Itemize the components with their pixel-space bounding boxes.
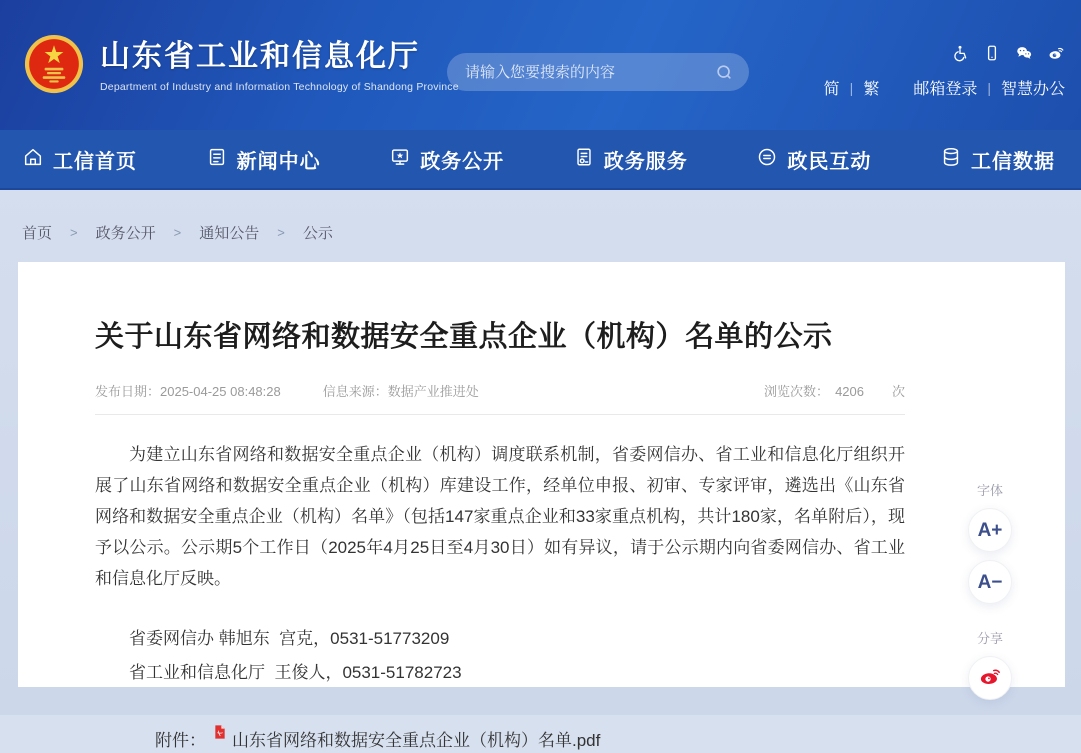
breadcrumb-separator: > (277, 225, 285, 240)
side-tools (968, 480, 1012, 700)
source-value: 数据产业推进处 (387, 384, 479, 399)
article-paragraph: 为建立山东省网络和数据安全重点企业（机构）调度联系机制，省委网信办、省工业和信息化厅组织开展了山东省网络和数据安全重点企业（机构）库建设工作，经单位申报、初审、专家评审，遴选出《山东省网络和数据安全重点企业（机构）名单》（包括147家重点企业和33家重点机构，共计180家，名单附后），现予以公示。公示期5个工作日（2025年4月25日至4月30日）如有异议，请于公示期内向省委网信办、省工业和信息化厅反映。 (95, 445, 905, 588)
search-bar (447, 53, 749, 91)
publish-date-label: 发布日期： (95, 384, 161, 399)
publish-date: 2025-04-25 08:48:28 (160, 384, 281, 399)
site-title: 山东省工业和信息化厅 (100, 40, 420, 74)
breadcrumb-notices[interactable]: 通知公告 (199, 225, 260, 242)
weibo-icon[interactable] (1047, 44, 1065, 62)
breadcrumb-gov-info[interactable]: 政务公开 (95, 225, 156, 242)
contact-line-cyberspace-office: 省委网信办 韩旭东 宫克，0531-51773209 (129, 629, 450, 648)
font-increase-button[interactable]: A+ (968, 508, 1012, 552)
mail-login-link[interactable]: 邮箱登录 (913, 81, 978, 98)
share-weibo-button[interactable] (968, 656, 1012, 700)
breadcrumb-home[interactable]: 首页 (22, 225, 53, 242)
accessibility-icon[interactable] (951, 44, 969, 62)
database-icon (940, 146, 962, 173)
service-doc-icon (573, 146, 595, 173)
article-title: 关于山东省网络和数据安全重点企业（机构）名单的公示 (95, 321, 833, 353)
source-label: 信息来源： (322, 384, 388, 399)
nav-item-gov-service[interactable]: 政务服务 (573, 145, 688, 174)
chat-circle-icon (756, 146, 778, 173)
views-label: 浏览次数： (764, 384, 830, 399)
attachment-link[interactable]: 山东省网络和数据安全重点企业（机构）名单.pdf (232, 731, 601, 750)
views-unit: 次 (891, 384, 905, 399)
lang-traditional-link[interactable]: 繁 (863, 81, 880, 98)
mobile-icon[interactable] (983, 44, 1001, 62)
site-logo[interactable] (24, 34, 459, 99)
contact-block (95, 622, 905, 690)
home-icon (22, 146, 44, 173)
search-input[interactable] (465, 64, 713, 81)
font-size-label: 字体 (976, 483, 1003, 498)
monitor-star-icon (389, 146, 411, 173)
smart-office-link[interactable]: 智慧办公 (1000, 81, 1065, 98)
site-header (0, 0, 1081, 130)
attachment-label: 附件： (155, 731, 206, 750)
lang-simplified-link[interactable]: 简 (823, 81, 840, 98)
nav-item-interaction[interactable]: 政民互动 (756, 145, 871, 174)
nav-item-gov-info[interactable]: 政务公开 (389, 145, 504, 174)
article-card (18, 262, 1065, 750)
national-emblem-icon (24, 34, 84, 99)
attachment-row (95, 724, 905, 753)
wechat-icon[interactable] (1015, 44, 1033, 62)
breadcrumb-separator: > (70, 225, 78, 240)
breadcrumb (0, 190, 1081, 243)
utility-separator: | (987, 79, 991, 96)
main-nav (0, 130, 1081, 190)
utility-separator: | (849, 79, 854, 96)
breadcrumb-current: 公示 (302, 225, 333, 242)
breadcrumb-separator: > (173, 225, 182, 240)
font-decrease-button[interactable]: A− (968, 560, 1012, 604)
news-icon (206, 146, 228, 173)
share-label: 分享 (976, 631, 1003, 646)
nav-item-data[interactable]: 工信数据 (940, 145, 1055, 174)
nav-item-news[interactable]: 新闻中心 (206, 145, 321, 174)
search-icon[interactable] (713, 61, 735, 83)
contact-line-miit-dept: 省工业和信息化厅 王俊人，0531-51782723 (129, 663, 462, 682)
pdf-icon (206, 724, 232, 753)
article-meta (95, 381, 905, 415)
site-subtitle: Department of Industry and Information Technology of Shandong Province (100, 80, 459, 93)
views-count: 4206 (835, 384, 864, 399)
weibo-share-icon (977, 663, 1003, 694)
nav-item-home[interactable]: 工信首页 (22, 145, 137, 174)
